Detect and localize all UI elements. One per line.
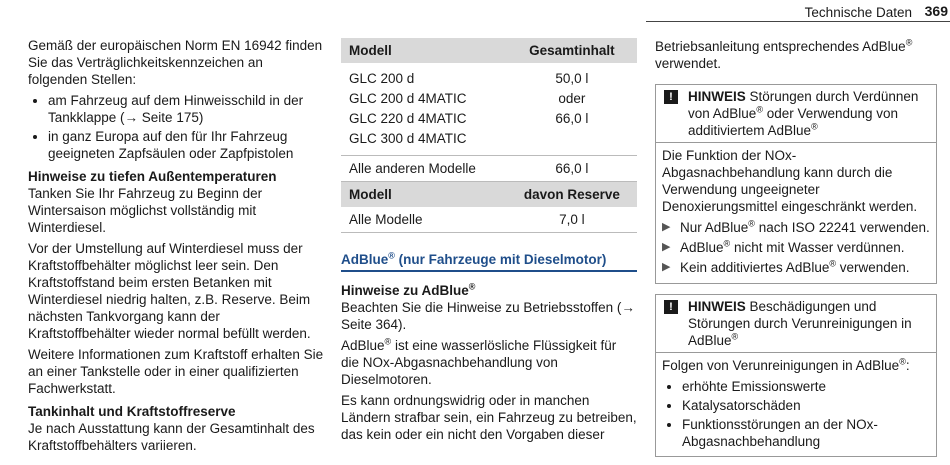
arrow-icon: ▶ — [662, 241, 671, 253]
list-item: ▶ Kein additiviertes AdBlue® verwenden. — [662, 258, 910, 275]
heading-tank-capacity: Tankinhalt und Kraftstoffreserve — [28, 404, 236, 419]
header-rule — [646, 21, 950, 22]
table-header: Modell — [341, 38, 507, 63]
notice-icon: ! — [664, 90, 678, 104]
notice-text: Die Funktion der NOx-Abgasnachbehandlung kann durch die Verwendung ungeeigneter Denoxierungsmittel eingeschränkt werden. — [662, 148, 918, 214]
notice-box — [655, 84, 937, 284]
list-item: • Katalysatorschäden — [682, 397, 930, 414]
arrow-icon: ▶ — [662, 261, 671, 273]
notice-box — [655, 294, 937, 457]
arrow-icon: ▶ — [662, 221, 671, 233]
table-row — [341, 156, 637, 182]
notice-title: HINWEIS Beschädigungen und Störungen durch Verunreinigungen in AdBlue® — [688, 299, 912, 348]
table-row — [341, 63, 637, 156]
subheading-adblue-notes: Hinweise zu AdBlue® — [341, 281, 476, 298]
list-item: • erhöhte Emissionswerte — [682, 378, 930, 395]
table-cell: Alle anderen Modelle — [349, 161, 476, 176]
model-name: GLC 220 d 4MATIC — [349, 111, 467, 126]
list-item: • in ganz Europa auf den für Ihr Fahrzeug geeigneten Zapfsäulen oder Zapfpistolen — [48, 128, 324, 162]
table-cell: 66,0 l — [555, 161, 589, 176]
table-row — [341, 207, 637, 233]
column-right — [655, 38, 937, 465]
paragraph: AdBlue® ist eine wasserlösliche Flüssigkeit für die NOx-Abgasnachbehandlung von Dieselmotoren. — [341, 336, 617, 387]
notice-icon: ! — [664, 300, 678, 314]
table-cell: 66,0 l — [555, 111, 589, 126]
page-header — [0, 0, 950, 24]
intro-paragraph: Gemäß der europäischen Norm EN 16942 finden Sie das Verträglichkeitskennzeichen an folgenden Stellen: — [28, 38, 323, 87]
consequence-list — [662, 378, 930, 450]
paragraph: Beachten Sie die Hinweise zu Betriebsstoffen (→ Seite 364). — [341, 300, 635, 332]
paragraph: Weitere Informationen zum Kraftstoff erhalten Sie an einer Tankstelle oder in einer qualifizierten Fachwerkstatt. — [28, 347, 324, 396]
list-item: • Funktionsstörungen an der NOx-Abgasnachbehandlung — [682, 416, 930, 450]
paragraph: Tanken Sie Ihr Fahrzeug zu Beginn der Wintersaison möglichst vollständig mit Winterdiesel. — [28, 186, 263, 235]
column-left — [28, 37, 324, 458]
table-header: Gesamtinhalt — [507, 38, 637, 63]
paragraph: Je nach Ausstattung kann der Gesamtinhalt des Kraftstoffbehälters variieren. — [28, 421, 315, 453]
notice-title: HINWEIS Störungen durch Verdünnen von AdBlue® oder Verwendung von additiviertem AdBlue® — [688, 89, 919, 138]
table-cell: 50,0 l — [555, 71, 589, 86]
list-item: ▶ Nur AdBlue® nach ISO 22241 verwenden. — [662, 218, 930, 235]
section-title-adblue: AdBlue® (nur Fahrzeuge mit Dieselmotor) — [341, 251, 637, 272]
list-item: ▶ AdBlue® nicht mit Wasser verdünnen. — [662, 238, 905, 255]
tank-capacity-table — [341, 38, 637, 233]
table-cell: Alle Modelle — [349, 212, 423, 227]
paragraph: Es kann ordnungswidrig oder in manchen Ländern strafbar sein, ein Fahrzeug zu betreiben, das kein oder ein nicht den Vorgaben dieser — [341, 393, 637, 442]
paragraph: Vor der Umstellung auf Winterdiesel muss der Kraftstoffbehälter möglichst leer sein. Den Kraftstoffstand beim ersten Betanken mit Winterdiesel niedrig halten, z.B. Reserve. Beim nächsten Tankvorgang kann der Kraftstoffbehälter wieder normal befüllt werden. — [28, 241, 311, 341]
table-cell: 7,0 l — [559, 212, 585, 227]
table-cell: oder — [558, 91, 586, 106]
list-item: • am Fahrzeug auf dem Hinweisschild in der Tankklappe (→ Seite 175) — [48, 92, 324, 126]
location-list — [28, 92, 324, 162]
model-name: GLC 200 d 4MATIC — [349, 91, 467, 106]
model-name: GLC 200 d — [349, 71, 415, 86]
notice-text: Folgen von Verunreinigungen in AdBlue®: — [662, 356, 910, 373]
table-header: davon Reserve — [507, 182, 637, 208]
table-header: Modell — [341, 182, 507, 208]
page-number: 369 — [924, 3, 948, 19]
heading-low-temps: Hinweise zu tiefen Außentemperaturen — [28, 169, 277, 184]
column-middle — [341, 38, 637, 447]
paragraph: Betriebsanleitung entsprechendes AdBlue® verwendet. — [655, 37, 913, 71]
model-name: GLC 300 d 4MATIC — [349, 131, 467, 146]
section-name: Technische Daten — [804, 5, 912, 20]
